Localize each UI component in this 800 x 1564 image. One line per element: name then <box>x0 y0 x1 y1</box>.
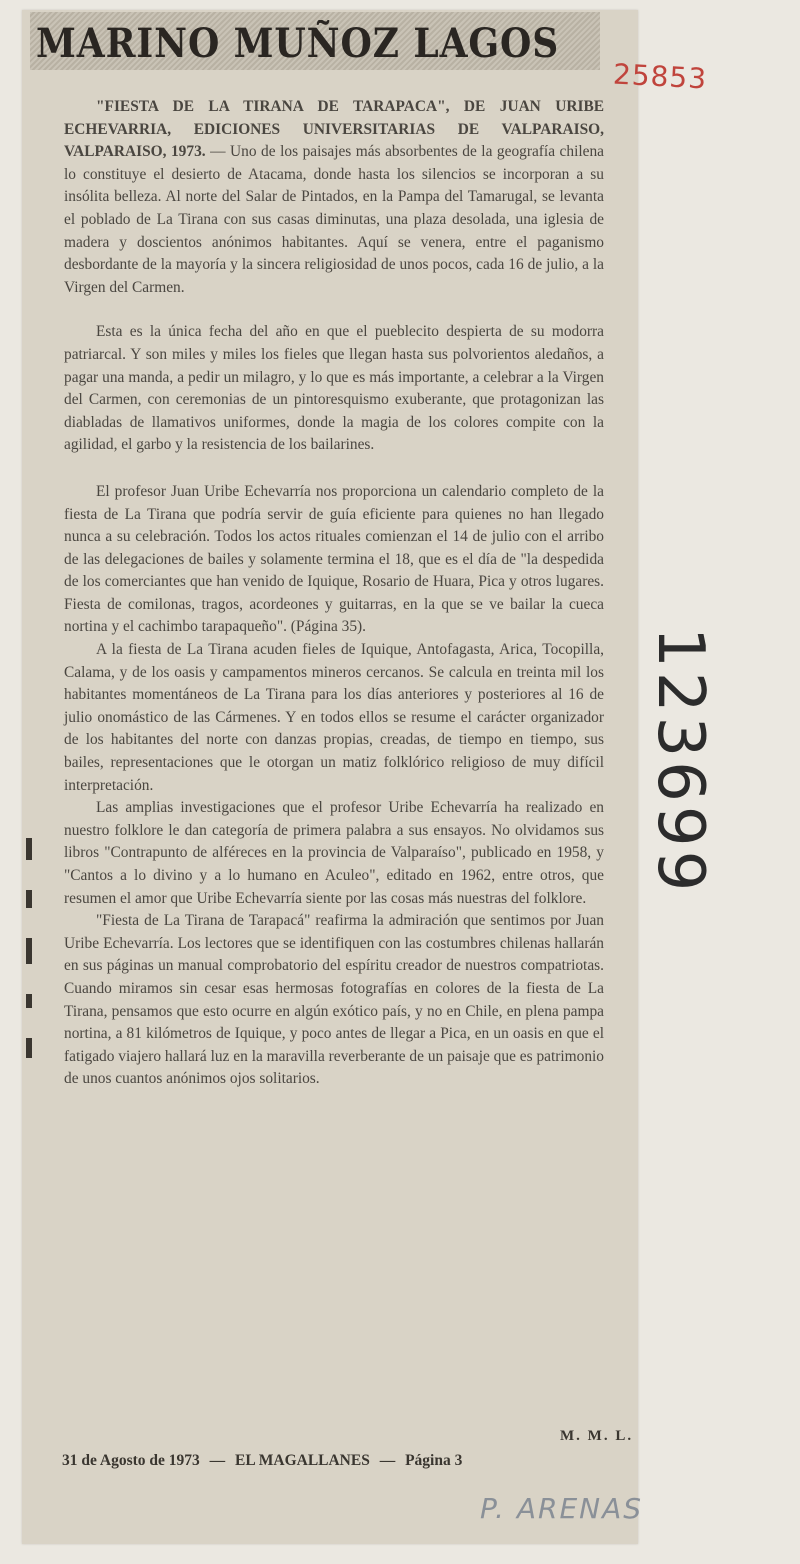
author-heading: MARINO MUÑOZ LAGOS <box>36 20 560 67</box>
catalog-number-handwritten: 123699 <box>643 627 717 896</box>
article-paragraph: A la fiesta de La Tirana acuden fieles de Iquique, Antofagasta, Arica, Tocopilla, Calama, y de los oasis y campamentos mineros cercanos. Se calcula en treinta mil los habitantes momentáneos de La Tirana para los días anteriores y posteriores al 16 de julio onomástico de las Cármenes. Y en todos ellos se resume el carácter organizador de los habitantes del norte con danzas propias, creadas, de tiempo en tiempo, sus bailes, representaciones que le otorgan un matiz folklórico religioso de muy difícil interpretación. <box>64 641 604 794</box>
cut-edge-text-fragments <box>22 838 36 1098</box>
header-banner <box>30 12 600 70</box>
article-paragraph: "Fiesta de La Tirana de Tarapacá" reafirma la admiración que sentimos por Juan Uribe Echevarría. Los lectores que se identifiquen con las costumbres chilenas hallarán en sus páginas un manual comprobatorio del espíritu creador de nuestros compatriotas. Cuando miramos sin cesar esas hermosas fotografías en colores de la fiesta de La Tirana, pensamos que esto ocurre en algún exótico país, y no en Chile, en plena pampa nortina, a 81 kilómetros de Iquique, y poco antes de llegar a Pica, en un oasis en que el fatigado viajero hallará luz en la maravilla reverberante de un paisaje que es patrimonio de unos cuantos anónimos ojos solitarios. <box>64 912 604 1088</box>
archive-number-handwritten: 25853 <box>612 57 708 96</box>
publication-footer <box>62 1452 610 1470</box>
paragraph-gap <box>64 457 604 481</box>
edge-fragment <box>26 890 32 908</box>
lead-paragraph <box>64 96 604 299</box>
article-paragraph: El profesor Juan Uribe Echevarría nos proporciona un calendario completo de la fiesta de La Tirana que podría servir de guía eficiente para quienes no han llegado nunca a su celebración. Todos los actos rituales comienzan el 14 de julio con el arribo de las delegaciones de bailes y solamente termina el 18, que es el día de "la despedida de los comerciantes que han venido de Iquique, Rosario de Huara, Pica y otros lugares. Fiesta de comilonas, tragos, acordeones y guitarras, en la que se ve bailar la cueca nortina y el cachimbo tarapaqueño". (Página 35). <box>64 482 604 636</box>
footer-separator: — <box>379 1452 396 1469</box>
article-paragraph: Esta es la única fecha del año en que el pueblecito despierta de su modorra patriarcal. Y son miles y miles los fieles que llegan hasta sus polvorientos aledaños, a pagar una manda, a pedir un milagro, y lo que es más importante, a celebrar a la Virgen del Carmen, con ceremonias de un pintoresquismo exuberante, que protagonizan las diabladas de llamativos uniformes, donde la magia de los colores compite con la agilidad, el garbo y la resistencia de los bailarines. <box>64 323 604 454</box>
book-title-lead: "FIESTA DE LA TIRANA DE TARAPACA", DE JUAN URIBE ECHEVARRIA, EDICIONES UNIVERSITARIAS DE VALPARAISO, VALPARAISO, 1973. <box>64 98 604 161</box>
publication-date: 31 de Agosto de 1973 <box>62 1452 200 1469</box>
footer-separator: — <box>209 1452 226 1469</box>
edge-fragment <box>26 1038 32 1058</box>
newspaper-name: EL MAGALLANES <box>235 1452 370 1469</box>
paragraph-gap <box>64 299 604 321</box>
lead-text: — Uno de los paisajes más absorbentes de la geografía chilena lo constituye el desierto de Atacama, donde hasta los silencios se incorporan a su insólita belleza. Al norte del Salar de Pintados, en la Pampa del Tamarugal, se levanta el poblado de La Tirana con sus casas diminutas, una plaza desolada, una iglesia de madera y doscientos anónimos habitantes. Aquí se venera, entre el paganismo desbordante de la mayoría y la sincera religiosidad de unos pocos, cada 16 de julio, a la Virgen del Carmen. <box>64 143 604 296</box>
edge-fragment <box>26 838 32 860</box>
author-initials: M. M. L. <box>560 1428 634 1444</box>
page-number: Página 3 <box>405 1452 463 1469</box>
edge-fragment <box>26 994 32 1008</box>
article-paragraph: Las amplias investigaciones que el profesor Uribe Echevarría ha realizado en nuestro folklore le dan categoría de primera palabra a sus ensayos. No olvidamos sus libros "Contrapunto de alféreces en la provincia de Valparaíso", publicado en 1958, y "Cantos a lo divino y a lo humano en Aculeo", editado en 1962, entre otros, que resumen el amor que Uribe Echevarría siente por las cosas más nuestras del folklore. <box>64 799 604 907</box>
edge-fragment <box>26 938 32 964</box>
location-stamp: P. ARENAS <box>480 1492 644 1525</box>
article-body <box>64 96 604 1091</box>
